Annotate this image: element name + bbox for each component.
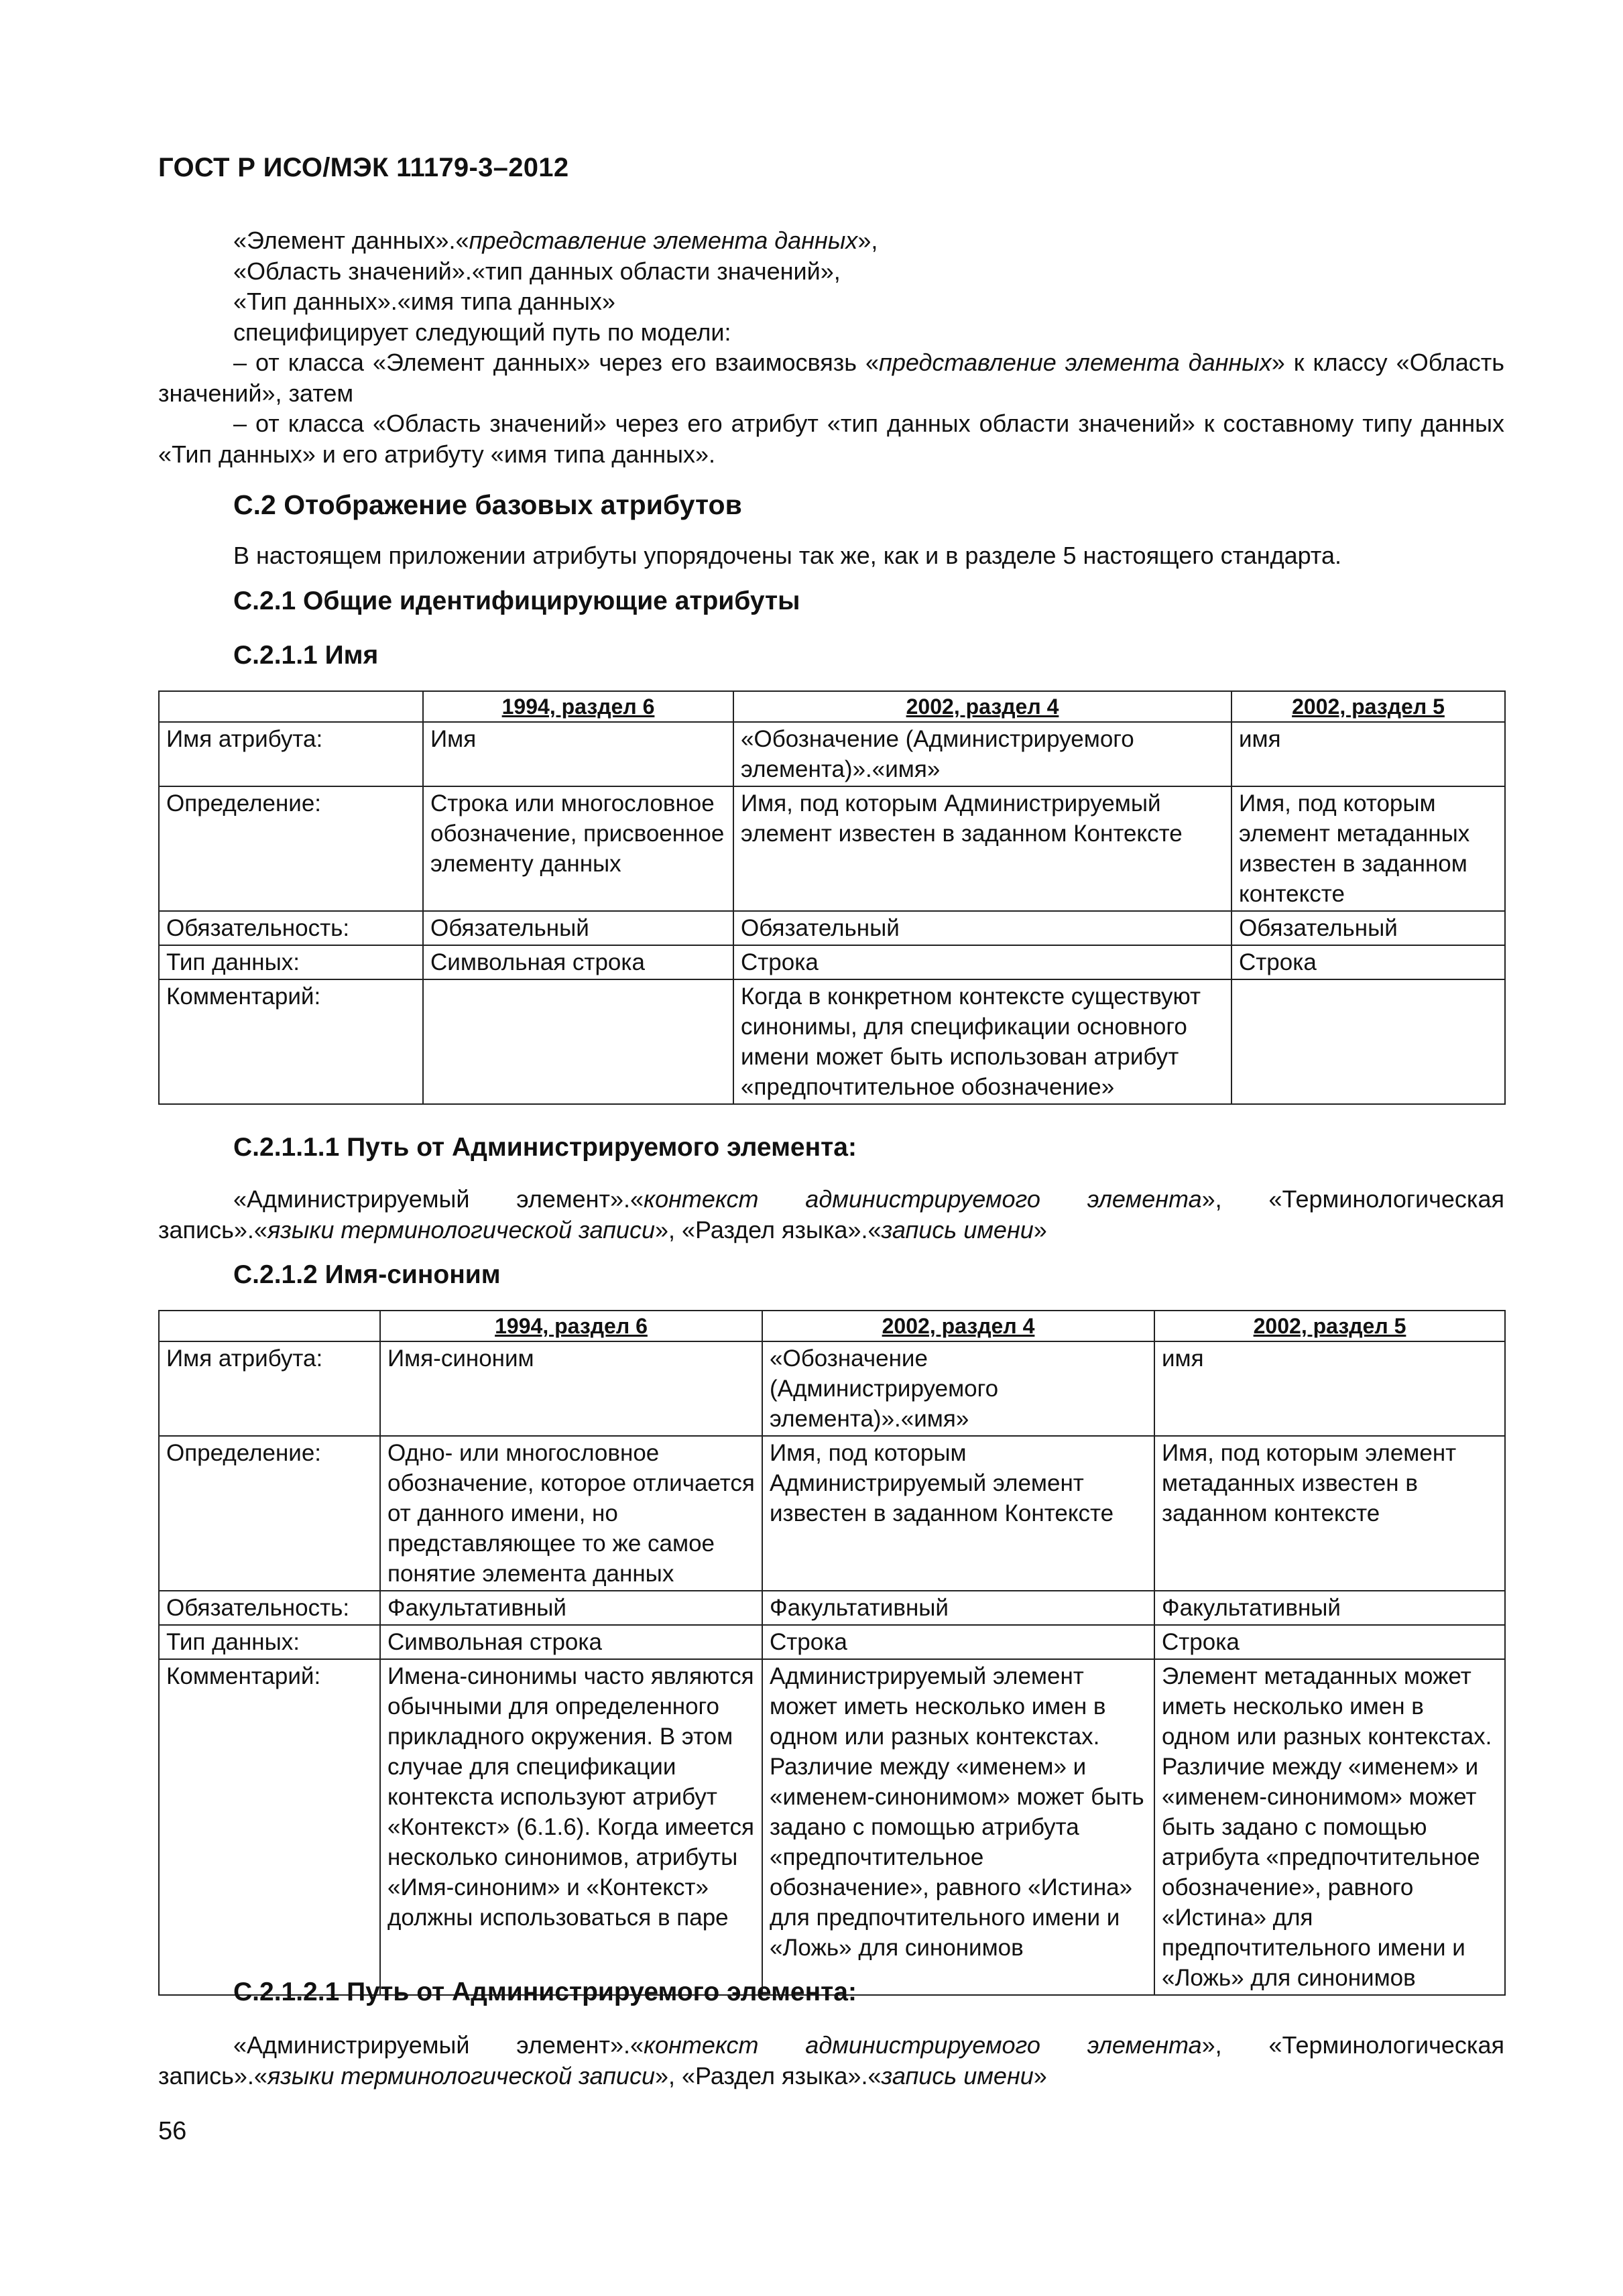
section-heading: C.2.1.1.1 Путь от Администрируемого элемента: <box>233 1133 857 1162</box>
table-cell: Имя атрибута: <box>159 722 423 786</box>
section-heading: C.2.1 Общие идентифицирующие атрибуты <box>233 587 800 615</box>
italic-run: языки терминологической записи <box>267 1215 655 1244</box>
table-header-cell: 2002, раздел 4 <box>733 691 1231 722</box>
table-cell: имя <box>1231 722 1505 786</box>
table-cell: Обязательность: <box>159 911 423 945</box>
table-cell: Строка <box>1231 945 1505 979</box>
table-cell: Строка <box>733 945 1231 979</box>
table-row <box>159 1625 1505 1659</box>
table-cell: Факультативный <box>762 1591 1154 1625</box>
table-cell: Тип данных: <box>159 945 423 979</box>
table-header-cell: 1994, раздел 6 <box>380 1311 762 1341</box>
table-header-cell: 1994, раздел 6 <box>423 691 733 722</box>
italic-run: представление элемента данных <box>879 349 1272 376</box>
italic-run: языки терминологической записи <box>267 2061 655 2090</box>
table-cell <box>1231 979 1505 1104</box>
intro-line: «Область значений».«тип данных области значений», <box>233 257 841 285</box>
italic-run: запись имени <box>881 2061 1034 2090</box>
text-run: » <box>1033 2061 1047 2090</box>
italic-run: представление элемента данных <box>469 227 858 254</box>
paragraph <box>158 2030 1504 2091</box>
table-cell: Имя атрибута: <box>159 1341 380 1436</box>
section-heading: C.2.1.2.1 Путь от Администрируемого элемента: <box>233 1978 857 2006</box>
table-cell: Элемент метаданных может иметь несколько имен в одном или разных контекстах. Различие между «именем» и «именем-синонимом» может быть задано с помощью атрибута «предпочтительное обозначение», равного «Истина» для предпочтительного имени и «Ложь» для синонимов <box>1154 1659 1505 1995</box>
table-cell <box>423 979 733 1104</box>
section-heading: C.2.1.1 Имя <box>233 641 379 670</box>
section-heading: C.2.1.2 Имя-синоним <box>233 1260 501 1289</box>
attribute-table-name <box>158 690 1506 1105</box>
table-row <box>159 786 1505 911</box>
table-header-cell: 2002, раздел 5 <box>1231 691 1505 722</box>
text-run: », «Раздел языка».« <box>654 2061 882 2090</box>
text-run: » к классу «Область значений», затем <box>158 349 1504 407</box>
attribute-table-synonym <box>158 1310 1506 1996</box>
text-run: «Администрируемый элемент».« <box>233 1185 644 1213</box>
table-cell: Имя, под которым Администрируемый элемент известен в заданном Контексте <box>762 1436 1154 1591</box>
table-cell: имя <box>1154 1341 1505 1436</box>
table-cell: Имя-синоним <box>380 1341 762 1436</box>
table-header-row <box>159 691 1505 722</box>
table-cell: Определение: <box>159 786 423 911</box>
table-row <box>159 1591 1505 1625</box>
table-cell: Обязательный <box>1231 911 1505 945</box>
intro-line: – от класса «Область значений» через его атрибут «тип данных области значений» к составному типу данных «Тип данных» и его атрибуту «имя типа данных». <box>158 410 1504 468</box>
table-cell: Строка или многословное обозначение, присвоенное элементу данных <box>423 786 733 911</box>
paragraph <box>158 1184 1504 1245</box>
table-header-cell <box>159 691 423 722</box>
text-run: », «Терминологическая запись».« <box>158 1185 1504 1244</box>
italic-run: контекст администрируемого элемента <box>644 1185 1202 1213</box>
table-cell: «Обозначение (Администрируемого элемента)».«имя» <box>733 722 1231 786</box>
table-row <box>159 979 1505 1104</box>
intro-block <box>158 225 1504 469</box>
table-cell: Обязательный <box>733 911 1231 945</box>
table-cell: Обязательный <box>423 911 733 945</box>
table-cell: Одно- или многословное обозначение, которое отличается от данного имени, но представляющее то же самое понятие элемента данных <box>380 1436 762 1591</box>
table-row <box>159 1659 1505 1995</box>
section-text <box>158 540 1504 571</box>
table-header-row <box>159 1311 1505 1341</box>
table-cell: Строка <box>762 1625 1154 1659</box>
table-cell: Имя, под которым элемент метаданных известен в заданном контексте <box>1231 786 1505 911</box>
table-cell: Имя <box>423 722 733 786</box>
table-cell: Имя, под которым Администрируемый элемент известен в заданном Контексте <box>733 786 1231 911</box>
table-cell: Обязательность: <box>159 1591 380 1625</box>
table-row <box>159 911 1505 945</box>
table-header-cell: 2002, раздел 5 <box>1154 1311 1505 1341</box>
table-cell: Определение: <box>159 1436 380 1591</box>
text-run: » <box>1033 1215 1047 1244</box>
table-cell: Администрируемый элемент может иметь несколько имен в одном или разных контекстах. Различие между «именем» и «именем-синонимом» может быть задано с помощью атрибута «предпочтительное обозначение», равного «Истина» для предпочтительного имени и «Ложь» для синонимов <box>762 1659 1154 1995</box>
table-header-cell <box>159 1311 380 1341</box>
table-row <box>159 945 1505 979</box>
table-cell: Имена-синонимы часто являются обычными для определенного прикладного окружения. В этом случае для спецификации контекста используют атрибут «Контекст» (6.1.6). Когда имеется несколько синонимов, атрибуты «Имя-синоним» и «Контекст» должны использоваться в паре <box>380 1659 762 1995</box>
table-row <box>159 1436 1505 1591</box>
standard-header: ГОСТ Р ИСО/МЭК 11179-3–2012 <box>158 153 569 182</box>
text-run: », «Раздел языка».« <box>654 1215 882 1244</box>
intro-line <box>158 347 1504 408</box>
table-cell: Имя, под которым элемент метаданных известен в заданном контексте <box>1154 1436 1505 1591</box>
text-run: », <box>857 227 878 254</box>
text-run: «Администрируемый элемент».« <box>233 2031 644 2059</box>
table-cell: Факультативный <box>1154 1591 1505 1625</box>
path-text <box>158 2030 1504 2091</box>
intro-line: специфицирует следующий путь по модели: <box>233 318 731 346</box>
table-cell: Строка <box>1154 1625 1505 1659</box>
table-header-cell: 2002, раздел 4 <box>762 1311 1154 1341</box>
text-run: – от класса «Элемент данных» через его взаимосвязь « <box>233 349 880 376</box>
paragraph: В настоящем приложении атрибуты упорядочены так же, как и в разделе 5 настоящего стандарта. <box>233 542 1342 569</box>
table-row <box>159 1341 1505 1436</box>
table-cell: Комментарий: <box>159 979 423 1104</box>
italic-run: запись имени <box>881 1215 1034 1244</box>
table-cell: Комментарий: <box>159 1659 380 1995</box>
table-cell: Символьная строка <box>423 945 733 979</box>
table-cell: Факультативный <box>380 1591 762 1625</box>
table-row <box>159 722 1505 786</box>
table-cell: Символьная строка <box>380 1625 762 1659</box>
table-cell: Тип данных: <box>159 1625 380 1659</box>
path-text <box>158 1184 1504 1245</box>
text-run: «Элемент данных».« <box>233 227 469 254</box>
italic-run: контекст администрируемого элемента <box>644 2031 1202 2059</box>
intro-line: «Тип данных».«имя типа данных» <box>233 288 615 315</box>
table-cell: Когда в конкретном контексте существуют синонимы, для спецификации основного имени может быть использован атрибут «предпочтительное обозначение» <box>733 979 1231 1104</box>
section-heading: C.2 Отображение базовых атрибутов <box>233 489 742 520</box>
text-run: », «Терминологическая запись».« <box>158 2031 1504 2090</box>
intro-line <box>158 225 1504 256</box>
page-number: 56 <box>158 2117 187 2145</box>
table-cell: «Обозначение (Администрируемого элемента)».«имя» <box>762 1341 1154 1436</box>
